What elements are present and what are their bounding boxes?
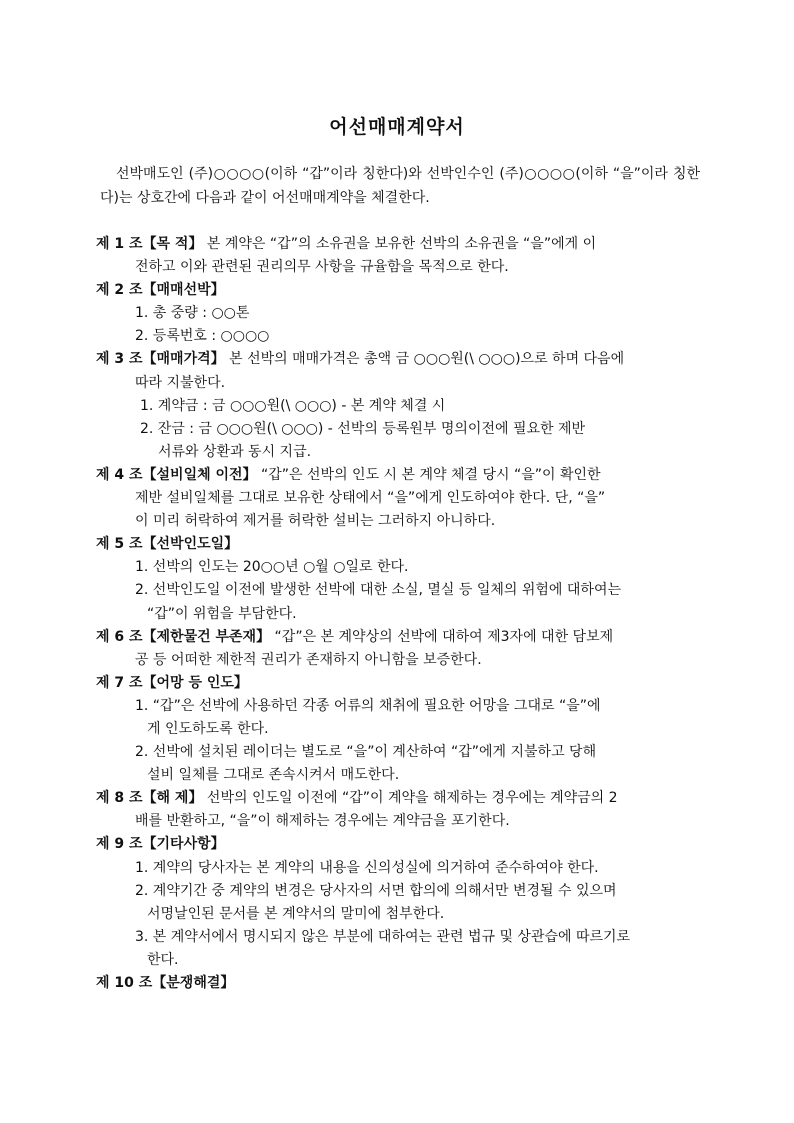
article-10 (96, 972, 700, 995)
article-8-heading: 제 8 조【해 제】 (96, 790, 203, 807)
article-1-text-line: 전하고 이와 관련된 권리의무 사항을 규율함을 목적으로 한다. (135, 259, 509, 276)
article-2 (96, 279, 700, 348)
article-4-heading: 제 4 조【설비일체 이전】 (96, 466, 257, 483)
article-7-item: 2. 선박에 설치된 레이더는 별도로 “을”이 계산하여 “갑”에게 지불하고 당해 (135, 744, 597, 761)
article-10-heading: 제 10 조【분쟁해결】 (96, 975, 235, 991)
article-3-text-line: 본 선박의 매매가격은 총액 금 ○○○원(\ ○○○)으로 하며 다음에 (229, 351, 625, 368)
article-2-item: 2. 등록번호 : ○○○○ (135, 328, 270, 345)
article-1 (96, 233, 700, 279)
article-8-text-line: 배를 반환하고, “을”이 해제하는 경우에는 계약금을 포기한다. (135, 813, 510, 830)
article-3-text-line: 따라 지불한다. (135, 374, 226, 391)
article-5 (96, 533, 700, 625)
article-4-text-line: “갑”은 선박의 인도 시 본 계약 체결 당시 “을”이 확인한 (261, 466, 601, 483)
article-9-item-continuation: 한다. (147, 951, 179, 968)
article-4-text-line: 제반 설비일체를 그대로 보유한 상태에서 “을”에게 인도하여야 한다. 단, “을” (135, 490, 606, 507)
article-7-item-continuation: 게 인도하도록 한다. (147, 720, 269, 737)
article-9 (96, 833, 700, 972)
article-6-text-line: “갑”은 본 계약상의 선박에 대하여 제3자에 대한 담보제 (274, 628, 614, 645)
article-7 (96, 672, 700, 787)
article-5-item: 2. 선박인도일 이전에 발생한 선박에 대한 소실, 멸실 등 일체의 위험에 대하여는 (135, 582, 622, 599)
article-9-item: 1. 계약의 당사자는 본 계약의 내용을 신의성실에 의거하여 준수하여야 한다. (135, 859, 599, 876)
article-2-item: 1. 총 중량 : ○○톤 (135, 305, 250, 322)
article-3-item-continuation: 서류와 상환과 동시 지급. (158, 443, 312, 460)
article-2-heading: 제 2 조【매매선박】 (96, 282, 225, 299)
article-4 (96, 464, 700, 533)
article-3 (96, 348, 700, 463)
article-1-text-line: 본 계약은 “갑”의 소유권을 보유한 선박의 소유권을 “을”에게 이 (206, 236, 597, 252)
article-8-text-line: 선박의 인도일 이전에 “갑”이 계약을 해제하는 경우에는 계약금의 2 (206, 790, 618, 807)
article-3-heading: 제 3 조【매매가격】 (96, 351, 225, 368)
article-9-item: 3. 본 계약서에서 명시되지 않은 부분에 대하여는 관련 법규 및 상관습에 따르기로 (135, 928, 631, 945)
article-7-item: 1. “갑”은 선박에 사용하던 각종 어류의 채취에 필요한 어망을 그대로 “을”에 (135, 697, 601, 714)
article-8 (96, 787, 700, 833)
article-6 (96, 626, 700, 672)
article-7-item-continuation: 설비 일체를 그대로 존속시켜서 매도한다. (147, 767, 400, 784)
article-3-item: 1. 계약금 : 금 ○○○원(\ ○○○) - 본 계약 체결 시 (140, 397, 446, 414)
article-6-heading: 제 6 조【제한물건 부존재】 (96, 628, 271, 645)
article-5-item-continuation: “갑”이 위험을 부담한다. (147, 605, 297, 622)
document-title: 어선매매계약서 (329, 116, 465, 138)
article-9-heading: 제 9 조【기타사항】 (96, 836, 225, 853)
article-4-text-line: 이 미리 허락하여 제거를 허락한 설비는 그러하지 아니하다. (135, 513, 496, 530)
article-9-item: 2. 계약기간 중 계약의 변경은 당사자의 서면 합의에 의해서만 변경될 수 있으며 (135, 882, 617, 899)
article-6-text-line: 공 등 어떠한 제한적 권리가 존재하지 아니함을 보증한다. (135, 651, 482, 668)
article-1-heading: 제 1 조【목 적】 (96, 236, 203, 252)
article-7-heading: 제 7 조【어망 등 인도】 (96, 674, 248, 691)
article-5-item: 1. 선박의 인도는 20○○년 ○월 ○일로 한다. (135, 559, 409, 576)
article-5-heading: 제 5 조【선박인도일】 (96, 536, 239, 553)
intro-paragraph (100, 163, 700, 210)
article-9-item-continuation: 서명날인된 문서를 본 계약서의 말미에 첨부한다. (147, 905, 445, 922)
intro-text: 선박매도인 (주)○○○○(이하 “갑”이라 칭한다)와 선박인수인 (주)○○○○(이하 “을”이라 칭한다)는 상호간에 다음과 같이 어선매매계약을 체결한다. (100, 166, 700, 206)
articles-list (96, 233, 700, 995)
article-3-item: 2. 잔금 : 금 ○○○원(\ ○○○) - 선박의 등록원부 명의이전에 필요한 제반 (140, 420, 586, 437)
